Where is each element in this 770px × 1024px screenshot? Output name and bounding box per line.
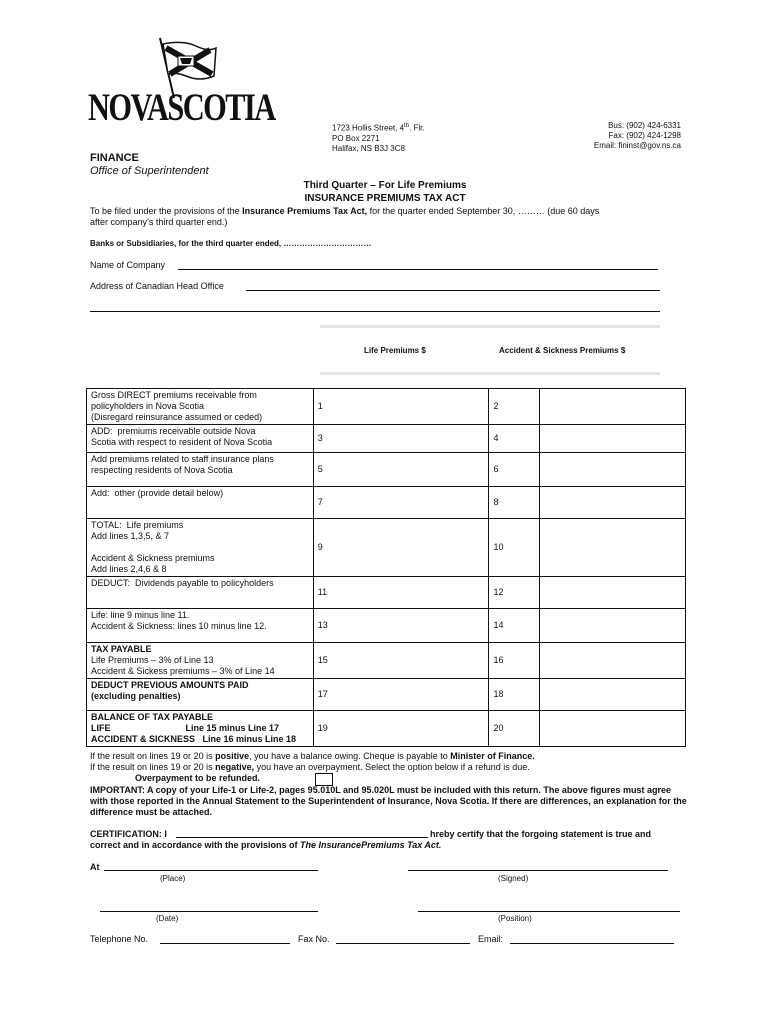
life-premium-cell[interactable] — [313, 487, 489, 519]
row-label — [87, 389, 314, 425]
accident-premium-value-cell[interactable] — [539, 519, 685, 577]
line-number: 8 — [493, 497, 499, 507]
line-number: 11 — [317, 587, 328, 597]
email-input[interactable] — [510, 943, 674, 944]
address-block — [332, 121, 425, 154]
life-premium-cell[interactable] — [313, 609, 489, 643]
accident-premium-number-cell[interactable] — [489, 519, 539, 577]
row-label-line: Scotia with respect to resident of Nova Scotia — [91, 437, 273, 447]
line-number: 16 — [493, 655, 504, 665]
life-premium-cell[interactable] — [313, 679, 489, 711]
accident-premium-number-cell[interactable] — [489, 425, 539, 453]
row-label — [87, 453, 314, 487]
row-label — [87, 711, 314, 747]
certification-label: CERTIFICATION: I — [90, 829, 167, 839]
accident-premium-number-cell[interactable] — [489, 679, 539, 711]
table-row — [87, 643, 686, 679]
row-label-line: ADD: premiums receivable outside Nova — [91, 426, 256, 436]
certification-name-input[interactable] — [176, 837, 428, 838]
line-number: 2 — [493, 401, 499, 411]
row-label-line: Accident & Sickness: lines 10 minus line 12. — [91, 621, 267, 631]
table-row — [87, 389, 686, 425]
row-label-line: BALANCE OF TAX PAYABLE — [91, 712, 214, 722]
certification-line2: correct and in accordance with the provisions of The InsurancePremiums Tax Act. — [90, 840, 442, 850]
table-row — [87, 679, 686, 711]
head-office-label: Address of Canadian Head Office — [90, 281, 224, 291]
line-number: 13 — [317, 620, 328, 630]
company-label: Name of Company — [90, 260, 166, 270]
fax-input[interactable] — [336, 943, 470, 944]
row-label-line: ACCIDENT & SICKNESS Line 16 minus Line 18 — [91, 734, 297, 744]
row-label-line: respecting residents of Nova Scotia — [91, 465, 233, 475]
row-label-line: DEDUCT: Dividends payable to policyholders — [91, 578, 274, 588]
table-row — [87, 487, 686, 519]
line-number: 17 — [317, 689, 328, 699]
row-label — [87, 643, 314, 679]
row-label-line: Add lines 2,4,6 & 8 — [91, 564, 167, 574]
company-input[interactable] — [178, 269, 658, 270]
head-office-input-line2[interactable] — [90, 311, 660, 312]
form-subtitle: INSURANCE PREMIUMS TAX ACT — [304, 193, 466, 204]
accident-premium-number-cell[interactable] — [489, 453, 539, 487]
header-divider-top — [320, 325, 660, 328]
place-caption: (Place) — [160, 874, 186, 883]
accident-premium-number-cell[interactable] — [489, 643, 539, 679]
row-label-line: TAX PAYABLE — [91, 644, 152, 654]
line-number: 3 — [317, 433, 323, 443]
intro-text: To be filed under the provisions of the Insurance Premiums Tax Act, for the quarter ended September 30, ……… (due 60 days after company’s third quarter end.) — [90, 206, 600, 227]
department-name: FINANCE — [90, 152, 139, 164]
line-number: 6 — [493, 464, 499, 474]
table-row — [87, 425, 686, 453]
row-label-line: Add premiums related to staff insurance plans — [91, 454, 274, 464]
row-label — [87, 425, 314, 453]
life-premium-cell[interactable] — [313, 425, 489, 453]
line-number: 5 — [317, 464, 323, 474]
nova-scotia-logo — [88, 36, 288, 131]
life-premium-cell[interactable] — [313, 577, 489, 609]
email-label: Email: — [478, 934, 504, 944]
telephone-input[interactable] — [160, 943, 290, 944]
line-number: 1 — [317, 401, 323, 411]
row-label — [87, 519, 314, 577]
row-label — [87, 577, 314, 609]
row-label-line: DEDUCT PREVIOUS AMOUNTS PAID — [91, 680, 249, 690]
row-label-line: (Disregard reinsurance assumed or ceded) — [91, 412, 263, 422]
line-number: 9 — [317, 542, 323, 552]
position-caption: (Position) — [498, 914, 532, 923]
refund-checkbox[interactable] — [315, 773, 333, 786]
row-label-line: Add: other (provide detail below) — [91, 488, 224, 498]
accident-premium-value-cell[interactable] — [539, 609, 685, 643]
line-number: 10 — [493, 542, 504, 552]
notes-block — [90, 751, 690, 818]
row-label — [87, 609, 314, 643]
accident-premium-number-cell[interactable] — [489, 487, 539, 519]
accident-premium-value-cell[interactable] — [539, 389, 685, 425]
row-label-line: Life: line 9 minus line 11. — [91, 610, 190, 620]
note-negative: If the result on lines 19 or 20 is negative, you have an overpayment. Select the option below if a refund is due. — [90, 762, 530, 772]
address-pobox: PO Box 2271 — [332, 133, 380, 143]
life-premium-cell[interactable] — [313, 711, 489, 747]
contact-block — [594, 121, 681, 151]
row-label-line: Add lines 1,3,5, & 7 — [91, 531, 170, 541]
row-label-line: LIFE Line 15 minus Line 17 — [91, 723, 280, 733]
column-accident-sickness: Accident & Sickness Premiums $ — [499, 346, 626, 355]
line-number: 15 — [317, 655, 328, 665]
contact-email: Email: fininst@gov.ns.ca — [593, 141, 681, 150]
table-row — [87, 609, 686, 643]
row-label — [87, 679, 314, 711]
row-label — [87, 487, 314, 519]
contact-fax: Fax: (902) 424-1298 — [608, 131, 681, 140]
logo-wordmark: NOVASCOTIA — [88, 86, 275, 129]
line-number: 14 — [493, 620, 504, 630]
accident-premium-value-cell[interactable] — [539, 487, 685, 519]
accident-premium-value-cell[interactable] — [539, 425, 685, 453]
place-input[interactable] — [104, 870, 318, 871]
table-row — [87, 577, 686, 609]
row-label-line — [91, 542, 309, 553]
row-label-line: TOTAL: Life premiums — [91, 520, 184, 530]
form-title: Third Quarter – For Life Premiums — [303, 180, 467, 191]
line-number: 18 — [493, 689, 504, 699]
line-number: 20 — [493, 723, 504, 733]
accident-premium-number-cell[interactable] — [489, 609, 539, 643]
row-label-line: Accident & Sickess premiums – 3% of Line 14 — [91, 666, 275, 676]
at-label: At — [90, 862, 100, 872]
premiums-table — [86, 388, 686, 747]
line-number: 4 — [493, 433, 499, 443]
column-life-premiums: Life Premiums $ — [364, 346, 426, 355]
life-premium-cell[interactable] — [313, 453, 489, 487]
line-number: 7 — [317, 497, 323, 507]
signed-input[interactable] — [408, 870, 668, 871]
date-input[interactable] — [100, 911, 318, 912]
life-premium-cell[interactable] — [313, 643, 489, 679]
life-premium-cell[interactable] — [313, 389, 489, 425]
head-office-input[interactable] — [246, 290, 660, 291]
accident-premium-value-cell[interactable] — [539, 453, 685, 487]
department-office: Office of Superintendent — [90, 165, 209, 177]
table-row — [87, 519, 686, 577]
accident-premium-value-cell[interactable] — [539, 577, 685, 609]
telephone-label: Telephone No. — [90, 934, 149, 944]
row-label-line: (excluding penalties) — [91, 691, 181, 701]
line-number: 12 — [493, 587, 504, 597]
banks-line: Banks or Subsidiaries, for the third quarter ended, …………………………… — [90, 239, 372, 248]
row-label-line: Accident & Sickness premiums — [91, 553, 215, 563]
position-input[interactable] — [418, 911, 680, 912]
accident-premium-value-cell[interactable] — [539, 711, 685, 747]
overpayment-label: Overpayment to be refunded. — [135, 773, 261, 783]
life-premium-cell[interactable] — [313, 519, 489, 577]
contact-bus: Bus: (902) 424-6331 — [608, 121, 681, 130]
header-divider-bottom — [320, 372, 660, 375]
date-caption: (Date) — [156, 914, 179, 923]
important-note: IMPORTANT: A copy of your Life-1 or Life-2, pages 95.010L and 95.020L must be included with this return. The above figures must agree with those reported in the Annual Statement to the Superintendent of Insurance, Nova Scotia. If there are differences, an explanation for the difference must be attached. — [90, 785, 687, 817]
signed-caption: (Signed) — [498, 874, 529, 883]
certification-text: hreby certify that the forgoing statement is true and — [430, 829, 652, 839]
row-label-line: Life Premiums – 3% of Line 13 — [91, 655, 214, 665]
accident-premium-number-cell[interactable] — [489, 711, 539, 747]
row-label-line: policyholders in Nova Scotia — [91, 401, 205, 411]
accident-premium-value-cell[interactable] — [539, 643, 685, 679]
line-number: 19 — [317, 723, 328, 733]
address-city: Halifax, NS B3J 3C8 — [332, 143, 405, 153]
table-row — [87, 711, 686, 747]
accident-premium-number-cell[interactable] — [489, 577, 539, 609]
row-label-line: Gross DIRECT premiums receivable from — [91, 390, 257, 400]
table-row — [87, 453, 686, 487]
address-street: 1723 Hollis Street, 4th. Flr. — [332, 123, 425, 133]
accident-premium-value-cell[interactable] — [539, 679, 685, 711]
note-positive: If the result on lines 19 or 20 is positive, you have a balance owing. Cheque is payable to Minister of Finance. — [90, 751, 535, 761]
accident-premium-number-cell[interactable] — [489, 389, 539, 425]
fax-label: Fax No. — [298, 934, 330, 944]
